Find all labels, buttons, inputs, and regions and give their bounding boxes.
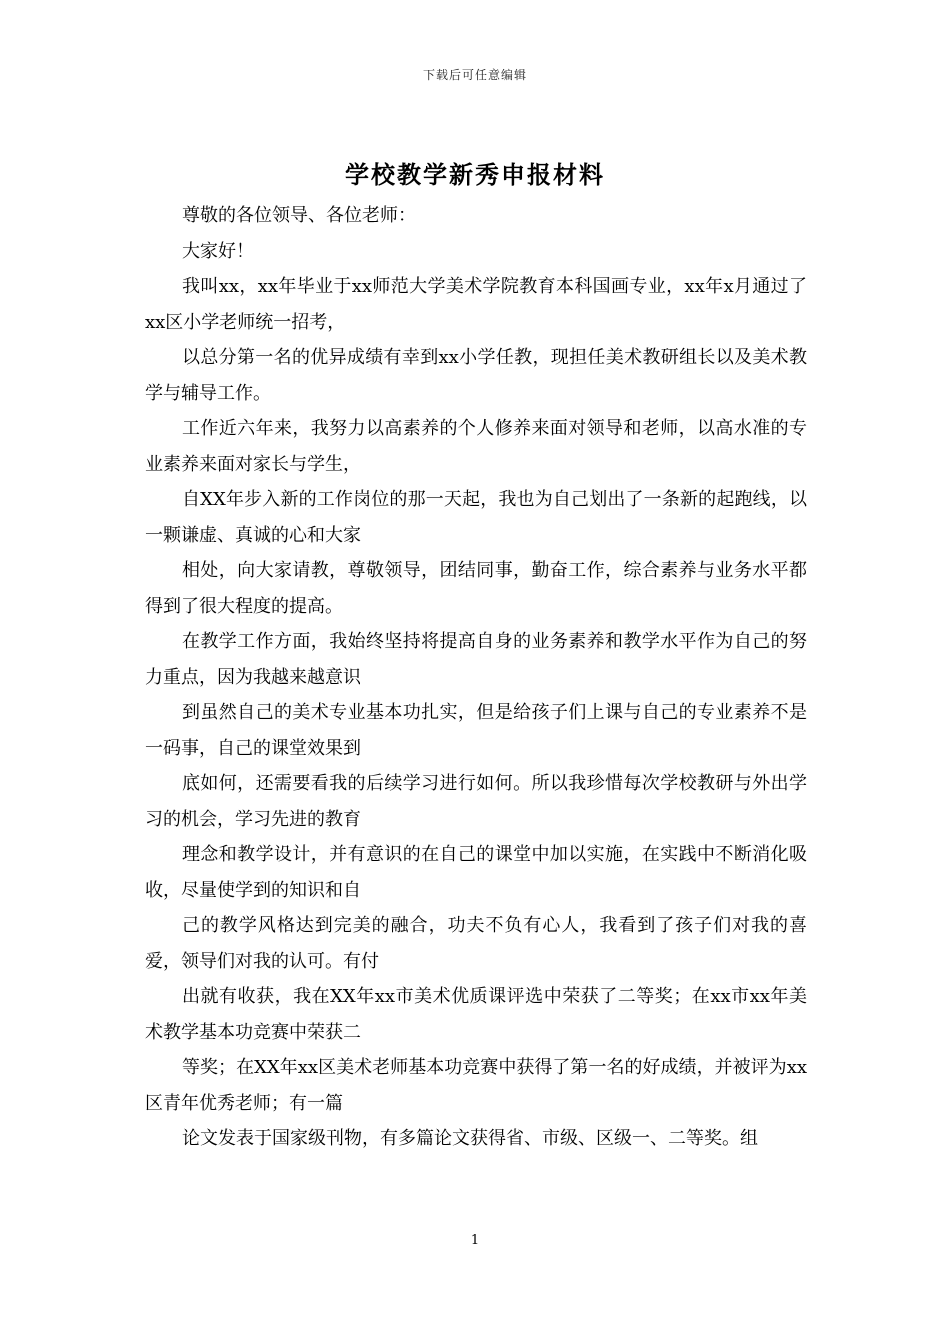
paragraph: 论文发表于国家级刊物，有多篇论文获得省、市级、区级一、二等奖。组 (182, 1128, 758, 1149)
header-note: 下载后可任意编辑 (422, 68, 527, 82)
paragraph: 大家好！ (182, 240, 254, 262)
page-number: 1 (470, 1233, 480, 1248)
paragraph: 出就有收获，我在XX年xx市美术优质课评选中荣获了二等奖；在xx市xx年美术教学基本功竞赛中荣获二 (145, 986, 807, 1043)
paragraph: 我叫xx，xx年毕业于xx师范大学美术学院教育本科国画专业，xx年x月通过了xx区小学老师统一招考， (145, 276, 807, 333)
paragraph: 等奖；在XX年xx区美术老师基本功竞赛中获得了第一名的好成绩，并被评为xx区青年优秀老师；有一篇 (145, 1057, 807, 1114)
paragraph: 相处，向大家请教，尊敬领导，团结同事，勤奋工作，综合素养与业务水平都得到了很大程度的提高。 (145, 560, 807, 617)
paragraph: 工作近六年来，我努力以高素养的个人修养来面对领导和老师，以高水准的专业素养来面对家长与学生， (145, 418, 807, 475)
paragraph: 己的教学风格达到完美的融合，功夫不负有心人，我看到了孩子们对我的喜爱，领导们对我的认可。有付 (145, 915, 807, 972)
document-body (145, 198, 807, 1157)
paragraph: 底如何，还需要看我的后续学习进行如何。所以我珍惜每次学校教研与外出学习的机会，学习先进的教育 (145, 773, 807, 830)
paragraph: 理念和教学设计，并有意识的在自己的课堂中加以实施，在实践中不断消化吸收，尽量使学到的知识和自 (145, 844, 807, 901)
paragraph: 以总分第一名的优异成绩有幸到xx小学任教，现担任美术教研组长以及美术教学与辅导工作。 (145, 347, 807, 404)
paragraph: 到虽然自己的美术专业基本功扎实，但是给孩子们上课与自己的专业素养不是一码事，自己的课堂效果到 (145, 702, 807, 759)
paragraph: 自XX年步入新的工作岗位的那一天起，我也为自己划出了一条新的起跑线，以一颗谦虚、真诚的心和大家 (145, 489, 807, 546)
document-title: 学校教学新秀申报材料 (345, 160, 605, 189)
paragraph: 在教学工作方面，我始终坚持将提高自身的业务素养和教学水平作为自己的努力重点，因为我越来越意识 (145, 631, 807, 688)
paragraph: 尊敬的各位领导、各位老师： (182, 205, 416, 226)
